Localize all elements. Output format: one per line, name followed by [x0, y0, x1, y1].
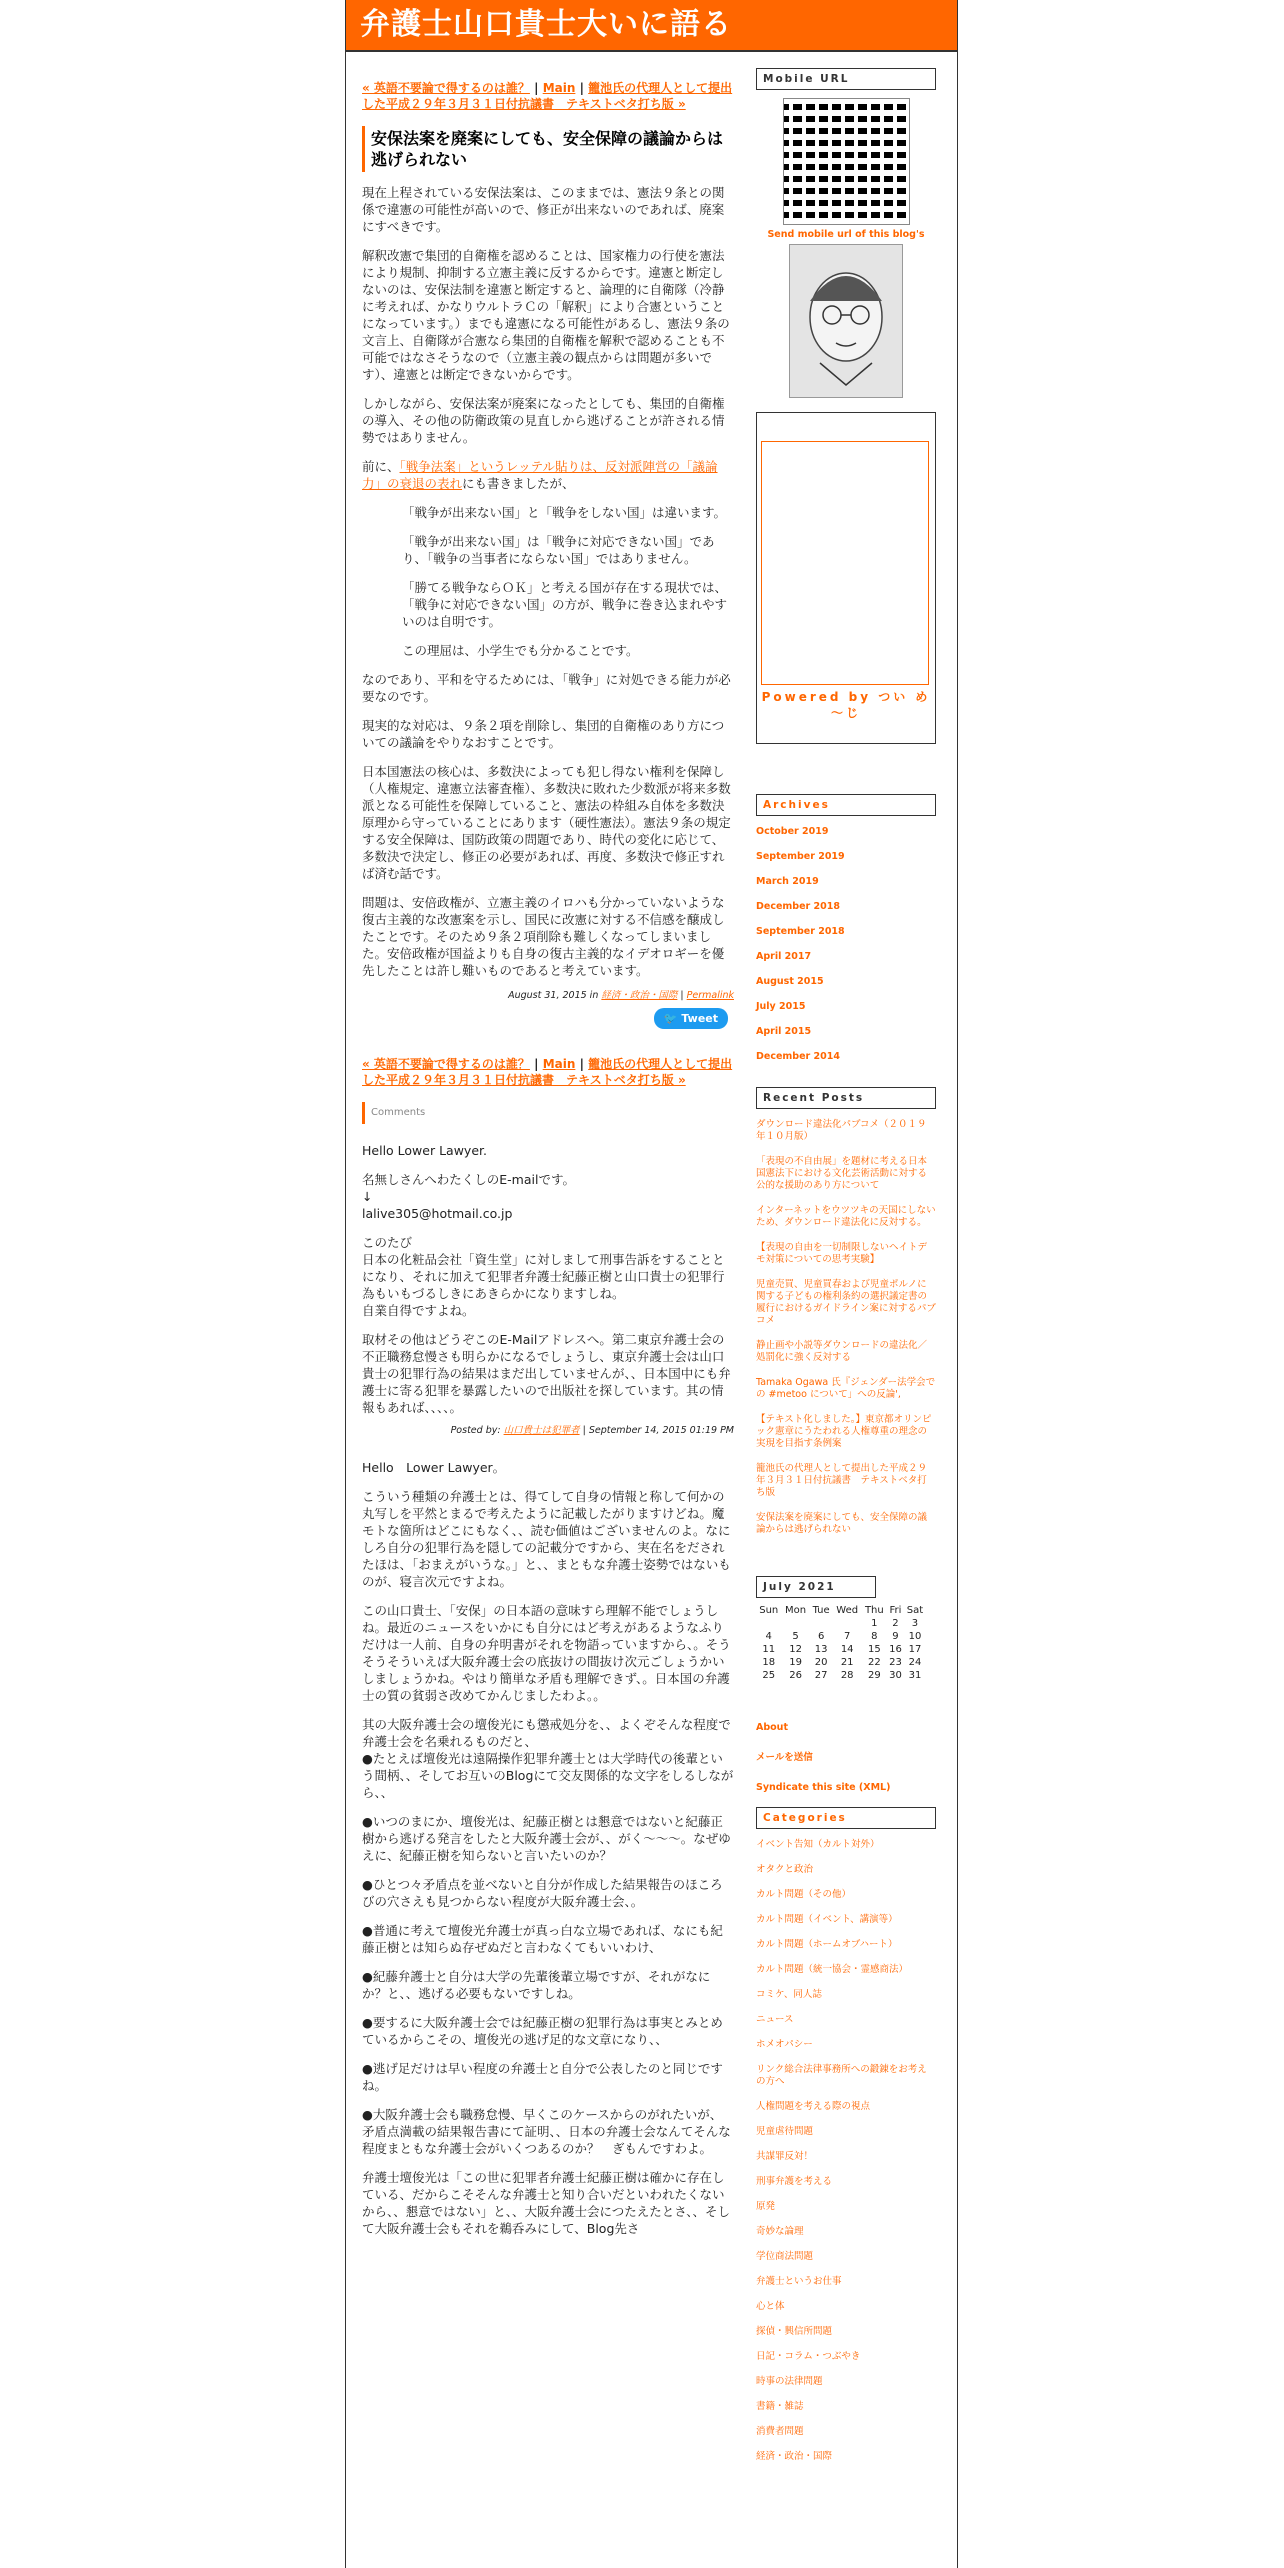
category-link[interactable]: イベント告知（カルト対外） [756, 1839, 880, 1850]
nav-separator: | [575, 81, 589, 95]
comment-text: ●紀藤弁護士と自分は大学の先輩後輩立場ですが、それがなにか？と、、逃げる必要もないですしね。 [362, 1969, 711, 2001]
post-navigation [362, 80, 734, 112]
comment-meta [362, 1422, 734, 1439]
category-link[interactable]: 学位商法問題 [756, 2251, 814, 2262]
post-paragraph: なのであり、平和を守るためには、「戦争」に対処できる能力が必要なのです。 [362, 672, 731, 704]
post-paragraph [362, 458, 734, 492]
about-link[interactable]: About [756, 1722, 788, 1733]
recent-post-link[interactable]: インターネットをウツツキの天国にしないため、ダウンロード違法化に反対する。 [756, 1205, 936, 1228]
comment-text: この山口貴士、「安保」の日本語の意味すら理解不能でしょうしね。最近のニュースをいかにも自分にはど考えがあるようなふりだけは一人前、自身の弁明書がそれを物語っていますから、。そうそうそういえば大阪弁護士会の底抜けの間抜け次元ごしょうかいしましょうかね。やはり簡単な矛盾も理解できず、。日本国の弁護士の質の貧弱さ改めてかんじましたわよ。。 [362, 1603, 731, 1703]
recent-post-link[interactable]: 安保法案を廃案にしても、安全保障の議論からは逃げられない [756, 1512, 928, 1535]
category-link[interactable]: コミケ、同人誌 [756, 1989, 822, 2000]
calendar-date: 25 [762, 1670, 776, 1681]
category-link[interactable]: 児童虐待問題 [756, 2126, 814, 2137]
avatar [789, 244, 903, 398]
calendar [756, 1604, 926, 1682]
archive-link[interactable]: September 2019 [756, 851, 845, 862]
qr-code-icon [783, 98, 910, 225]
category-link[interactable]: 人権問題を考える際の視点 [756, 2101, 871, 2112]
archive-link[interactable]: March 2019 [756, 876, 819, 887]
archive-link[interactable]: December 2014 [756, 1051, 840, 1062]
recent-post-link[interactable]: 籠池氏の代理人として提出した平成２９年３月３１日付抗議書 テキストベタ打ち版 [756, 1463, 928, 1498]
prev-post-link[interactable]: « 英語不要論で得するのは誰？ [362, 81, 530, 95]
comment-text: ●たとえば壇俊光は遠隔操作犯罪弁護士とは大学時代の後輩という間柄、、そしてお互いのBlogにて交友関係的な文字をしるしながら、、 [362, 1751, 734, 1800]
calendar-date: 2 [892, 1618, 899, 1629]
recent-post-link[interactable]: 【テキスト化しました。】東京都オリンピック憲章にうたわれる人権尊重の理念の実現を目指す条例案 [756, 1414, 932, 1449]
calendar-date: 23 [889, 1657, 902, 1668]
next-post-link[interactable]: 籠池氏の代理人として提出した平成２９年３月３１日付抗議書 テキストベタ打ち版 » [362, 81, 733, 111]
category-link[interactable]: 原発 [756, 2201, 776, 2212]
categories-title: Categories [756, 1807, 936, 1829]
archives-list [756, 826, 936, 1063]
comment-author-link[interactable]: 山口貴士は犯罪者 [503, 1425, 580, 1436]
calendar-date: 7 [843, 1631, 851, 1642]
recent-post-link[interactable]: 静止画や小説等ダウンロードの違法化／処罰化に強く反対する [756, 1340, 928, 1363]
quote-paragraph: 「戦争が出来ない国」と「戦争をしない国」は違います。 [402, 505, 727, 520]
calendar-date: 13 [814, 1644, 828, 1655]
comment-text: 名無しさんへわたくしのE-mailです。 [362, 1172, 575, 1187]
post-footer [362, 987, 734, 1004]
recent-post-link[interactable]: ダウンロード違法化パブコメ（２０１９年１０月版） [756, 1119, 927, 1142]
calendar-date: 15 [867, 1644, 881, 1655]
main-link[interactable]: Main [542, 1057, 576, 1071]
prev-post-link[interactable]: « 英語不要論で得するのは誰？ [362, 1057, 530, 1071]
post-date: August 31, 2015 in [508, 990, 602, 1001]
comment-text: 自業自得ですよね。 [362, 1303, 475, 1318]
calendar-date: 17 [908, 1644, 922, 1655]
sidebar [756, 68, 936, 2476]
syndicate-link[interactable]: Syndicate this site (XML) [756, 1782, 891, 1793]
comment-text: 取材その他はどうぞこのE-Mailアドレスへ。第二東京弁護士会の不正職務怠慢さも明らかになるでしょうし、東京弁護士会は山口貴士の犯罪行為の結果はまだ出していませんが、、日本国中にも弁護士に寄る犯罪を暴露したいので出版社を探しています。其の情報もあれば、、、、。 [362, 1332, 731, 1415]
next-post-link[interactable]: 籠池氏の代理人として提出した平成２９年３月３１日付抗議書 テキストベタ打ち版 » [362, 1057, 733, 1087]
nav-separator: | [575, 1057, 589, 1071]
recent-post-link[interactable]: 「表現の不自由展」を題材に考える日本国憲法下における文化芸術活動に対する公的な援助のあり方について [756, 1156, 928, 1191]
calendar-date [810, 1617, 833, 1630]
calendar-day-header: Thu [864, 1605, 884, 1616]
calendar-date: 20 [814, 1657, 828, 1668]
sidebar-links [756, 1722, 936, 1794]
calendar-day-header: Sat [906, 1605, 924, 1616]
category-link[interactable]: カルト問題（統一協会・霊感商法） [756, 1964, 909, 1975]
calendar-date [833, 1617, 862, 1630]
broken-image-icon[interactable] [761, 441, 929, 685]
archive-link[interactable]: December 2018 [756, 901, 840, 912]
comment-date: | September 14, 2015 01:19 PM [579, 1425, 734, 1436]
comment-text: このたび [362, 1235, 413, 1250]
calendar-day-header: Wed [836, 1605, 859, 1616]
archive-link[interactable]: October 2019 [756, 826, 829, 837]
recent-posts-list [756, 1119, 936, 1536]
calendar-date: 16 [889, 1644, 902, 1655]
comment-text: ●大阪弁護士会も職務怠慢、早くこのケースからのがれたいが、矛盾点満載の結果報告書にて証明、、日本の弁護士会なんてそんな程度まともな弁護士会がいくつあるのか？ ぎもんですわよ。 [362, 2107, 731, 2156]
calendar-date: 21 [840, 1657, 854, 1668]
powered-by-link[interactable]: Powered by つい め～じ [761, 690, 931, 720]
archives-title: Archives [756, 794, 936, 816]
calendar-date: 27 [814, 1670, 828, 1681]
send-mail-link[interactable]: メールを送信 [756, 1752, 813, 1763]
quote-paragraph: 「勝てる戦争ならＯＫ」と考える国が存在する現状では、「戦争に対応できない国」の方が、戦争に巻き込まれやすいのは自明です。 [402, 580, 728, 629]
calendar-date: 19 [789, 1657, 802, 1668]
comment-text: ●逃げ足だけは早い程度の弁護士と自分で公表したのと同じですね。 [362, 2061, 723, 2093]
category-link[interactable]: 心と体 [756, 2301, 785, 2312]
text: にも書きましたが、 [462, 476, 575, 491]
recent-posts-title: Recent Posts [756, 1087, 936, 1109]
calendar-date: 12 [789, 1644, 802, 1655]
calendar-date [781, 1617, 809, 1630]
calendar-date [756, 1617, 781, 1630]
recent-post-link[interactable]: 【表現の自由を一切制限しないヘイトデモ対策についての思考実験】 [756, 1242, 928, 1265]
category-link[interactable]: 経済・政治・国際 [756, 2451, 833, 2462]
post-title: 安保法案を廃案にしても、安全保障の議論からは逃げられない [362, 126, 734, 172]
qr-caption[interactable]: Send mobile url of this blog's [767, 229, 925, 240]
category-link[interactable]: 刑事弁護を考える [756, 2176, 833, 2187]
text: 前に、 [362, 459, 400, 474]
page-container [345, 0, 958, 2568]
comment-text: ●ひとつ々矛盾点を並べないと自分が作成した結果報告のほころびの穴さえも見つからない程度が大阪弁護士会、。 [362, 1877, 723, 1909]
post-paragraph: 日本国憲法の核心は、多数決によっても犯し得ない権利を保障し（人権規定、違憲立法審査権）、多数決に敗れた少数派が将来多数派となる可能性を保障していること、憲法の枠組み自体を多数決原理から守っていることにあります（硬性憲法）。憲法９条の規定する安全保障は、国防政策の問題であり、時代の変化に応じて、多数決で決定し、修正の必要があれば、再度、多数決で修正すれば済む話です。 [362, 764, 731, 881]
category-link[interactable]: 探偵・興信所問題 [756, 2326, 833, 2337]
category-link[interactable]: 共謀罪反対！ [756, 2151, 814, 2162]
post-paragraph: 現実的な対応は、９条２項を削除し、集団的自衛権のあり方についての議論をやりなおすことです。 [362, 718, 725, 750]
calendar-date: 1 [871, 1618, 878, 1629]
comment-text: こういう種類の弁護士とは、得てして自身の情報と称して何かの丸写しを平然とまるで考えたように記載したがりますけどね。魔モトな箇所はどこにもなく、、読む価値はございませんのよ。なにしろ自分の犯罪行為を隠しての記載分ですから、実在名をだされたほは、「おまえがいうな。」と、、まともな弁護士姿勢ではないものが、寝言次元ですよね。 [362, 1489, 731, 1589]
tweet-label: Tweet [681, 1012, 718, 1025]
calendar-day-header: Tue [812, 1605, 830, 1616]
archive-link[interactable]: August 2015 [756, 976, 824, 987]
comment-text: lalive305@hotmail.co.jp [362, 1206, 513, 1221]
category-link[interactable]: 奇妙な論理 [756, 2226, 804, 2237]
blockquote [402, 504, 734, 659]
calendar-date: 14 [840, 1644, 854, 1655]
tweet-button[interactable] [654, 1008, 728, 1029]
calendar-date: 10 [908, 1631, 922, 1642]
comments-header: Comments [362, 1102, 734, 1124]
comment-text: ↓ [362, 1189, 373, 1204]
footer-separator: | [677, 990, 687, 1001]
main-link[interactable]: Main [542, 81, 576, 95]
calendar-date: 4 [765, 1631, 772, 1642]
archive-link[interactable]: April 2017 [756, 951, 812, 962]
calendar-date: 26 [789, 1670, 802, 1681]
category-link[interactable]: 弁護士というお仕事 [756, 2276, 842, 2287]
category-link[interactable]: カルト問題（ホームオブハート） [756, 1939, 898, 1950]
comment-text: ●普通に考えて壇俊光弁護士が真っ白な立場であれば、なにも紀藤正樹とは知らぬ存ぜぬだと言わなくてもいいわけ、 [362, 1923, 723, 1955]
category-link[interactable]: ホメオパシー [756, 2039, 813, 2050]
comment-text: ●要するに大阪弁護士会では紀藤正樹の犯罪行為は事実とみとめているからこその、壇俊光の逃げ足的な文章になり、、 [362, 2015, 723, 2047]
calendar-date: 18 [762, 1657, 776, 1668]
site-banner [346, 0, 957, 52]
calendar-date: 24 [908, 1657, 922, 1668]
category-link[interactable]: カルト問題（イベント、講演等） [756, 1914, 898, 1925]
calendar-date: 29 [867, 1670, 881, 1681]
avatar-drawing-icon [790, 245, 902, 397]
category-link[interactable]: 日記・コラム・つぶやき [756, 2351, 861, 2362]
post-paragraph: 問題は、安倍政権が、立憲主義のイロハも分かっていないような復古主義的な改憲案を示し、国民に改憲に対する不信感を醸成したことです。そのため９条２項削除も難しくなってしまいました。安倍政権が国益よりも自身の復古主義的なイデオロギーを優先したことは許し難いものであると考えています。 [362, 895, 725, 978]
comment-text: ●いつのまにか、壇俊光は、紀藤正樹とは懇意ではないと紀藤正樹から逃げる発言をしたと大阪弁護士会が、、がく～～～。なぜゆえに、紀藤正樹を知らないと言いたいのか？ [362, 1814, 731, 1863]
comment-text: Hello Lower Lawyer. [362, 1143, 487, 1158]
recent-post-link[interactable]: Tamaka Ogawa 氏『ジェンダー法学会での #metoo について」への反論', [756, 1377, 936, 1400]
category-link[interactable]: カルト問題（その他） [756, 1889, 852, 1900]
main-column [362, 80, 734, 2249]
twitter-bird-icon: 🐦 [663, 1012, 682, 1025]
comment [362, 1142, 734, 1439]
post-paragraph: しかしながら、安保法案が廃案になったとしても、集団的自衛権の導入、その他の防衛政策の見直しから逃げることが許される情勢ではありません。 [362, 396, 725, 445]
nav-separator: | [529, 1057, 543, 1071]
comment [362, 1459, 734, 2237]
calendar-date: 28 [840, 1670, 854, 1681]
posted-by-label: Posted by: [450, 1425, 504, 1436]
calendar-date: 5 [792, 1631, 799, 1642]
recent-post-link[interactable]: 児童売買、児童買春および児童ポルノに関する子どもの権利条約の選択議定書の履行におけるガイドライン案に対するパブコメ [756, 1279, 936, 1326]
share-row [362, 1008, 734, 1030]
comment-text: Hello Lower Lawyer。 [362, 1460, 506, 1475]
quote-paragraph: 「戦争が出来ない国」は「戦争に対応できない国」であり、「戦争の当事者にならない国」ではありません。 [402, 534, 715, 566]
calendar-date: 9 [892, 1631, 899, 1642]
archive-link[interactable]: April 2015 [756, 1026, 812, 1037]
calendar-day-header: Sun [759, 1605, 779, 1616]
comment-text: 其の大阪弁護士会の壇俊光にも懲戒処分を、、よくぞそんな程度で弁護士会を名乗れるものだと、 [362, 1717, 731, 1749]
post-paragraph: 解釈改憲で集団的自衛権を認めることは、国家権力の行使を憲法により規制、抑制する立憲主義に反するからです。違憲と断定しないのは、安保法制を違憲と断定すると、論理的に自衛隊（冷静に考えれば、かなりウルトラＣの「解釈」により合憲ということになっています。）までも違憲になる可能性があるし、憲法９条の文言上、自衛隊が合憲なら集団的自衛権を解釈で認めることも不可能ではなさそうなので（立憲主義の観点からは問題が多いです）、違憲とは断定できないからです。 [362, 248, 730, 382]
post-navigation-bottom [362, 1056, 734, 1088]
quote-paragraph: この理屈は、小学生でも分かることです。 [402, 643, 639, 658]
archive-link[interactable]: September 2018 [756, 926, 845, 937]
related-post-link[interactable]: 「戦争法案」というレッテル貼りは、反対派陣営の「議論力」の衰退の表れ [362, 459, 718, 491]
permalink[interactable]: Permalink [686, 990, 734, 1001]
calendar-date: 11 [762, 1644, 776, 1655]
calendar-date: 22 [867, 1657, 881, 1668]
calendar-date: 8 [871, 1631, 878, 1642]
category-link[interactable]: 書籍・雑誌 [756, 2401, 804, 2412]
nav-separator: | [529, 81, 543, 95]
calendar-date: 6 [817, 1631, 825, 1642]
calendar-day-header: Mon [785, 1605, 807, 1616]
category-link[interactable]: オタクと政治 [756, 1864, 814, 1875]
categories-list [756, 1839, 936, 2463]
category-link[interactable]: リンク総合法律事務所への鍛錬をお考えの方へ [756, 2064, 927, 2087]
category-link[interactable]: 時事の法律問題 [756, 2376, 823, 2387]
archive-link[interactable]: July 2015 [756, 1001, 806, 1012]
mobile-url-title: Mobile URL [756, 68, 936, 90]
category-link[interactable]: 消費者問題 [756, 2426, 804, 2437]
category-link[interactable]: 経済・政治・国際 [601, 990, 678, 1001]
post-paragraph: 現在上程されている安保法案は、このままでは、憲法９条との関係で違憲の可能性が高いので、修正が出来ないのであれば、廃案にすべきです。 [362, 185, 725, 234]
calendar-day-header: Fri [889, 1605, 902, 1616]
calendar-date: 3 [911, 1618, 919, 1629]
calendar-date: 30 [889, 1670, 902, 1681]
comment-text: 弁護士壇俊光は「この世に犯罪者弁護士紀藤正樹は確かに存在している、だからこそそんな弁護士と知り合いだといわれたくないから、、懇意ではない」と、、大阪弁護士会につたえたとさ、、そして大阪弁護士会もそれを鵜呑みにして、Blog先さ [362, 2170, 731, 2236]
comment-text: 日本の化粧品会社「資生堂」に対しまして刑事告訴をすることとになり、それに加えて犯罪者弁護士紀藤正樹と山口貴士の犯罪行為もいもづるしきにあきらかになりますしね。 [362, 1252, 725, 1301]
category-link[interactable]: ニュース [756, 2014, 794, 2025]
calendar-title: July 2021 [756, 1576, 876, 1598]
widget-box [756, 412, 936, 744]
site-title[interactable]: 弁護士山口貴士大いに語る [360, 7, 732, 42]
calendar-date: 31 [908, 1670, 922, 1681]
